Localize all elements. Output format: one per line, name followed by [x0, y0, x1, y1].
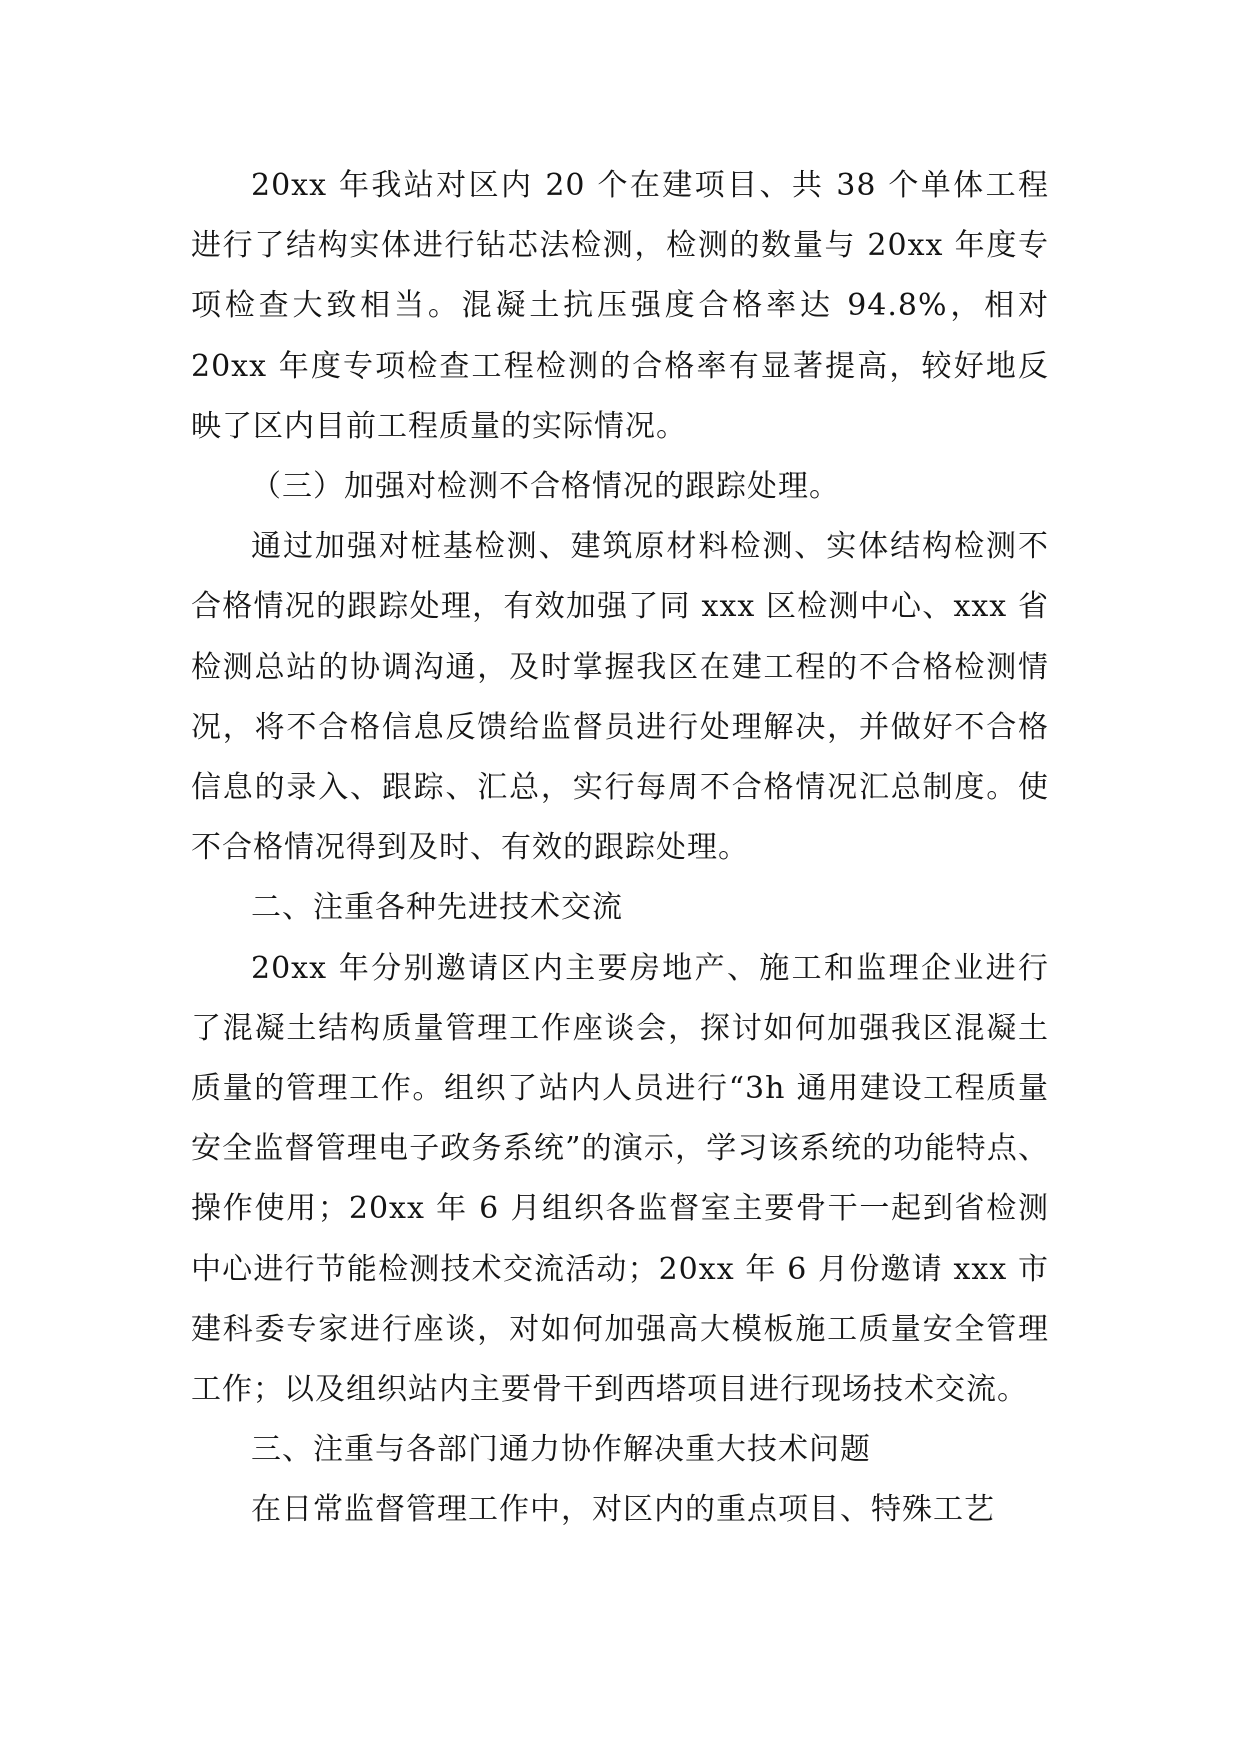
subheading-nonconformance-tracking: （三）加强对检测不合格情况的跟踪处理。: [251, 469, 840, 505]
paragraph-nonconformance-tracking: 通过加强对桩基检测、建筑原材料检测、实体结构检测不合格情况的跟踪处理，有效加强了同 xxx 区检测中心、xxx 省检测总站的协调沟通，及时掌握我区在建工程的不合格检测情况，将不合格信息反馈给监督员进行处理解决，并做好不合格信息的录入、跟踪、汇总，实行每周不合格情况汇总制度。使不合格情况得到及时、有效的跟踪处理。: [191, 529, 1049, 866]
paragraph-technical-exchange: 20xx 年分别邀请区内主要房地产、施工和监理企业进行了混凝土结构质量管理工作座谈会，探讨如何加强我区混凝土质量的管理工作。组织了站内人员进行“3h 通用建设工程质量安全监督管理电子政务系统”的演示，学习该系统的功能特点、操作使用；20xx 年 6 月组织各监督室主要骨干一起到省检测中心进行节能检测技术交流活动；20xx 年 6 月份邀请 xxx 市建科委专家进行座谈，对如何加强高大模板施工质量安全管理工作；以及组织站内主要骨干到西塔项目进行现场技术交流。: [191, 950, 1049, 1408]
heading-technical-exchange: 二、注重各种先进技术交流: [251, 890, 623, 926]
paragraph-concrete-core-testing: 20xx 年我站对区内 20 个在建项目、共 38 个单体工程进行了结构实体进行钻芯法检测，检测的数量与 20xx 年度专项检查大致相当。混凝土抗压强度合格率达 94.8%，相对 20xx 年度专项检查工程检测的合格率有显著提高，较好地反映了区内目前工程质量的实际情况。: [191, 168, 1049, 444]
document-page: [191, 156, 1049, 1541]
paragraph-daily-supervision: 在日常监督管理工作中，对区内的重点项目、特殊工艺: [251, 1492, 995, 1528]
heading-interdepartmental-cooperation: 三、注重与各部门通力协作解决重大技术问题: [251, 1432, 871, 1468]
